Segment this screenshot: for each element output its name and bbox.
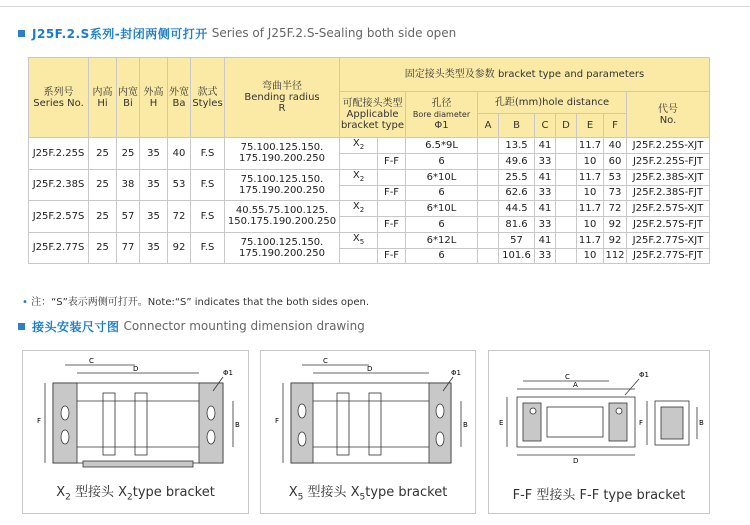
code-cell: J25F.2.38S-FJT <box>627 185 710 201</box>
ff-bracket-drawing <box>489 351 709 481</box>
bracket-type-cell: $X_2$ <box>340 138 378 154</box>
col-a: A <box>478 114 499 138</box>
x2-bracket-drawing <box>23 351 248 481</box>
col-h: 外高 H <box>140 58 168 138</box>
dim-c-label: C <box>89 357 94 365</box>
e-cell: 11.7 <box>577 201 604 217</box>
col-hole-distance: 孔距(mm)hole distance <box>478 92 627 114</box>
c-cell: 33 <box>535 185 556 201</box>
dim-b-label: B <box>699 419 704 427</box>
section2-title-cn: 接头安装尺寸图 <box>32 319 120 334</box>
bracket-type-cell: $X_5$ <box>340 232 378 248</box>
bracket-type-cell: F-F <box>378 154 406 170</box>
f-cell: 112 <box>604 248 627 264</box>
bi-cell: 25 <box>117 138 140 170</box>
code-cell: J25F.2.38S-XJT <box>627 169 710 185</box>
bracket-type-cell: F-F <box>378 185 406 201</box>
b-cell: 81.6 <box>499 217 535 233</box>
footnote-text: 注：“S”表示两侧可打开。Note:“S” indicates that the both sides open. <box>31 297 370 308</box>
dim-d-label: D <box>573 457 579 465</box>
style-cell: F.S <box>191 138 225 170</box>
series-cell: J25F.2.38S <box>29 169 89 201</box>
b-cell: 62.6 <box>499 185 535 201</box>
col-series: 系列号 Series No. <box>29 58 89 138</box>
table-row <box>29 201 710 217</box>
code-cell: J25F.2.57S-XJT <box>627 201 710 217</box>
bi-cell: 77 <box>117 232 140 264</box>
h-cell: 35 <box>140 169 168 201</box>
section-marker-icon <box>18 323 25 330</box>
style-cell: F.S <box>191 232 225 264</box>
d-cell <box>556 169 577 185</box>
bracket-type-cell-empty <box>378 201 406 217</box>
c-cell: 41 <box>535 169 556 185</box>
b-cell: 101.6 <box>499 248 535 264</box>
dim-d-label: D <box>367 365 373 373</box>
dim-phi-label: Φ1 <box>451 369 461 377</box>
ba-cell: 53 <box>168 169 191 201</box>
hi-cell: 25 <box>89 138 117 170</box>
d-cell <box>556 138 577 154</box>
dim-f-label: F <box>639 419 644 427</box>
b-cell: 13.5 <box>499 138 535 154</box>
drawing-panel-x5 <box>260 350 476 514</box>
code-cell: J25F.2.77S-FJT <box>627 248 710 264</box>
bracket-type-cell: $X_2$ <box>340 201 378 217</box>
ba-cell: 40 <box>168 138 191 170</box>
a-cell <box>478 169 499 185</box>
bore-cell: 6.5*9L <box>406 138 478 154</box>
c-cell: 41 <box>535 138 556 154</box>
section-title-en: Series of J25F.2.S-Sealing both side open <box>211 26 457 40</box>
d-cell <box>556 201 577 217</box>
bracket-type-cell-empty <box>340 217 378 233</box>
bracket-type-cell: F-F <box>378 248 406 264</box>
b-cell: 44.5 <box>499 201 535 217</box>
c-cell: 33 <box>535 217 556 233</box>
footnote <box>22 293 369 308</box>
bracket-type-cell-empty <box>340 248 378 264</box>
x2-caption: $X_2$ 型接头 $X_2type$ bracket <box>56 485 215 503</box>
bi-cell: 57 <box>117 201 140 233</box>
c-cell: 41 <box>535 232 556 248</box>
style-cell: F.S <box>191 201 225 233</box>
dim-b-label: B <box>235 421 240 429</box>
f-cell: 92 <box>604 217 627 233</box>
col-bore: 孔径 Bore diameter Φ1 <box>406 92 478 138</box>
hi-cell: 25 <box>89 232 117 264</box>
radius-cell: 75.100.125.150. 175.190.200.250 <box>225 138 340 170</box>
section-title-series <box>18 25 456 41</box>
code-cell: J25F.2.77S-XJT <box>627 232 710 248</box>
ba-cell: 72 <box>168 201 191 233</box>
section2-title-en: Connector mounting dimension drawing <box>123 319 365 333</box>
h-cell: 35 <box>140 138 168 170</box>
b-cell: 49.6 <box>499 154 535 170</box>
ba-cell: 92 <box>168 232 191 264</box>
c-cell: 33 <box>535 154 556 170</box>
drawing-panel-x2 <box>22 350 249 514</box>
col-hi: 内高 Hi <box>89 58 117 138</box>
bore-cell: 6 <box>406 217 478 233</box>
radius-cell: 40.55.75.100.125. 150.175.190.200.250 <box>225 201 340 233</box>
dim-b-label: B <box>463 421 468 429</box>
bore-cell: 6 <box>406 154 478 170</box>
dim-f-label: F <box>37 417 42 425</box>
dim-c-label: C <box>323 357 328 365</box>
col-ba: 外宽 Ba <box>168 58 191 138</box>
bracket-type-cell-empty <box>378 169 406 185</box>
dim-phi-label: Φ1 <box>223 369 233 377</box>
col-c: C <box>535 114 556 138</box>
a-cell <box>478 154 499 170</box>
d-cell <box>556 248 577 264</box>
x5-bracket-drawing <box>261 351 475 481</box>
d-cell <box>556 185 577 201</box>
code-cell: J25F.2.25S-XJT <box>627 138 710 154</box>
f-cell: 40 <box>604 138 627 154</box>
table-row <box>29 138 710 154</box>
d-cell <box>556 232 577 248</box>
bracket-type-cell: $X_2$ <box>340 169 378 185</box>
hi-cell: 25 <box>89 201 117 233</box>
bore-cell: 6*10L <box>406 169 478 185</box>
section-title-drawing <box>18 318 365 334</box>
dim-phi-label: Φ1 <box>639 371 649 379</box>
dim-c-label: C <box>565 373 570 381</box>
code-cell: J25F.2.57S-FJT <box>627 217 710 233</box>
x5-caption: $X_5$ 型接头 $X_5type$ bracket <box>288 485 448 503</box>
hi-cell: 25 <box>89 169 117 201</box>
style-cell: F.S <box>191 169 225 201</box>
dim-a-label: A <box>573 381 578 389</box>
bracket-type-cell: F-F <box>378 217 406 233</box>
a-cell <box>478 138 499 154</box>
bore-cell: 6 <box>406 185 478 201</box>
series-cell: J25F.2.77S <box>29 232 89 264</box>
e-cell: 11.7 <box>577 232 604 248</box>
f-cell: 60 <box>604 154 627 170</box>
bracket-type-cell-empty <box>378 232 406 248</box>
f-cell: 72 <box>604 201 627 217</box>
bore-cell: 6*10L <box>406 201 478 217</box>
series-cell: J25F.2.25S <box>29 138 89 170</box>
e-cell: 11.7 <box>577 138 604 154</box>
col-b: B <box>499 114 535 138</box>
table-row <box>29 232 710 248</box>
bore-cell: 6 <box>406 248 478 264</box>
col-bending-radius: 弯曲半径 Bending radius R <box>225 58 340 138</box>
col-bracket-group: 固定接头类型及参数 bracket type and parameters <box>340 58 710 92</box>
spec-table <box>28 57 710 264</box>
footnote-bullet: • <box>22 297 28 308</box>
f-cell: 53 <box>604 169 627 185</box>
d-cell <box>556 154 577 170</box>
e-cell: 10 <box>577 217 604 233</box>
bracket-type-cell-empty <box>340 185 378 201</box>
e-cell: 11.7 <box>577 169 604 185</box>
h-cell: 35 <box>140 232 168 264</box>
col-e: E <box>577 114 604 138</box>
c-cell: 33 <box>535 248 556 264</box>
top-divider <box>0 6 750 7</box>
b-cell: 25.5 <box>499 169 535 185</box>
bracket-type-cell-empty <box>378 138 406 154</box>
bracket-type-cell-empty <box>340 154 378 170</box>
col-code: 代号 No. <box>627 92 710 138</box>
f-cell: 92 <box>604 232 627 248</box>
c-cell: 41 <box>535 201 556 217</box>
col-applicable-type: 可配接头类型 Applicable bracket type <box>340 92 406 138</box>
code-cell: J25F.2.25S-FJT <box>627 154 710 170</box>
a-cell <box>478 201 499 217</box>
dim-f-label: F <box>275 417 280 425</box>
ff-caption: F-F 型接头 F-F type bracket <box>512 488 686 503</box>
section-marker-icon <box>18 30 25 37</box>
f-cell: 73 <box>604 185 627 201</box>
d-cell <box>556 217 577 233</box>
b-cell: 57 <box>499 232 535 248</box>
a-cell <box>478 217 499 233</box>
col-d: D <box>556 114 577 138</box>
e-cell: 10 <box>577 154 604 170</box>
series-cell: J25F.2.57S <box>29 201 89 233</box>
radius-cell: 75.100.125.150. 175.190.200.250 <box>225 169 340 201</box>
dim-d-label: D <box>133 365 139 373</box>
e-cell: 10 <box>577 248 604 264</box>
col-f: F <box>604 114 627 138</box>
a-cell <box>478 232 499 248</box>
drawing-panel-ff <box>488 350 710 514</box>
e-cell: 10 <box>577 185 604 201</box>
col-styles: 款式 Styles <box>191 58 225 138</box>
a-cell <box>478 185 499 201</box>
table-row <box>29 169 710 185</box>
col-bi: 内宽 Bi <box>117 58 140 138</box>
h-cell: 35 <box>140 201 168 233</box>
bore-cell: 6*12L <box>406 232 478 248</box>
dim-e-label: E <box>499 419 504 427</box>
a-cell <box>478 248 499 264</box>
section-title-cn: J25F.2.S系列-封闭两侧可打开 <box>32 26 208 41</box>
bi-cell: 38 <box>117 169 140 201</box>
radius-cell: 75.100.125.150. 175.190.200.250 <box>225 232 340 264</box>
